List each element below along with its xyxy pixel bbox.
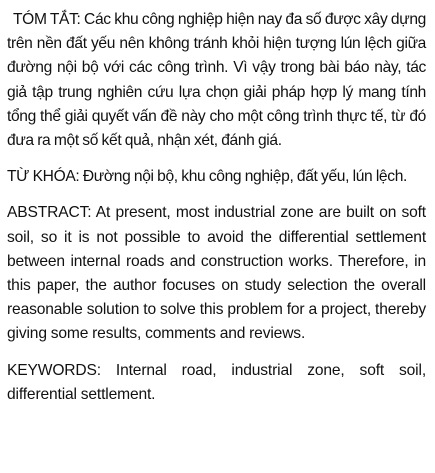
keywords-vietnamese bbox=[7, 165, 426, 189]
keywords-vietnamese-text: Đường nội bộ, khu công nghiệp, đất yếu, lún lệch. bbox=[79, 168, 408, 186]
abstract-english bbox=[7, 201, 426, 346]
abstract-vietnamese bbox=[7, 8, 426, 153]
keywords-english-text: Internal road, industrial zone, soft soil, differential settlement. bbox=[7, 361, 426, 403]
abstract-english-label: ABSTRACT: bbox=[7, 204, 92, 222]
abstract-vietnamese-label: TÓM TẮT: bbox=[13, 11, 81, 28]
keywords-vietnamese-label: TỪ KHÓA: bbox=[7, 168, 80, 186]
abstract-english-text: At present, most industrial zone are built on soft soil, so it is not possible to avoid the differential settlement between internal roads and construction works. Therefore, in this paper, the author focuses on study selection the overall reasonable solution to solve this problem for a project, thereby giving some results, comments and reviews. bbox=[7, 204, 426, 343]
abstract-vietnamese-text: Các khu công nghiệp hiện nay đa số được xây dựng trên nền đất yếu nên không tránh khỏi hiện tượng lún lệch giữa đường nội bộ với các công trình. Vì vậy trong bài báo này, tác giả tập trung nghiên cứu lựa chọn giải pháp hợp lý mang tính tổng thể giải quyết vấn đề này cho một công trình thực tế, từ đó đưa ra một số kết quả, nhận xét, đánh giá. bbox=[7, 11, 426, 150]
keywords-english bbox=[7, 359, 426, 407]
keywords-english-label: KEYWORDS: bbox=[7, 361, 101, 379]
